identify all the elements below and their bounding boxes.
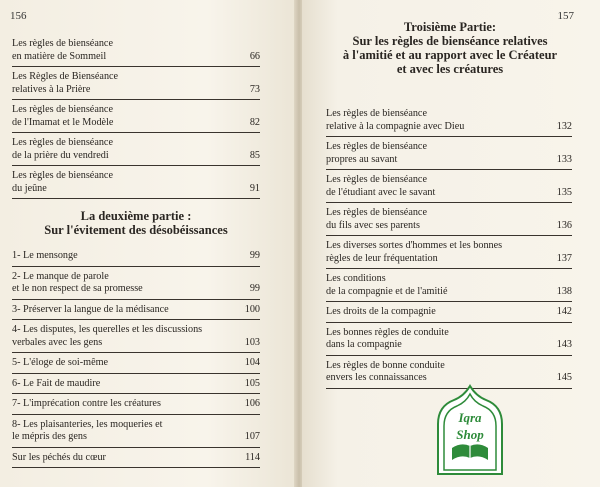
toc-entry-page-number: 91 — [249, 182, 260, 194]
toc-left-top — [12, 38, 260, 203]
toc-entry-subtitle: et le non respect de sa promesse — [12, 283, 143, 294]
toc-entry — [12, 398, 260, 415]
toc-entry-title: Les règles de bienséance — [12, 170, 113, 181]
toc-entry-page-number: 85 — [249, 149, 260, 161]
toc-entry-subtitle: de la compagnie et de l'amitié — [326, 285, 448, 297]
toc-entry-page-number: 103 — [244, 336, 260, 348]
toc-entry-subtitle: en matière de Sommeil — [12, 50, 107, 62]
toc-entry — [12, 250, 260, 267]
toc-entry-page-number: 145 — [556, 372, 572, 383]
heading-line: et avec les créatures — [396, 62, 504, 76]
toc-entry-title: 1- Le mensonge — [12, 250, 78, 261]
right-section-heading — [322, 20, 578, 76]
toc-entry — [326, 108, 572, 137]
toc-entry-subtitle: de l'Imamat et le Modèle — [12, 116, 114, 128]
toc-entry-subtitle: règles de leur fréquentation — [326, 252, 438, 264]
toc-entry-title: Les règles de bonne conduite — [326, 359, 445, 371]
iqra-shop-logo — [430, 384, 510, 476]
toc-entry-page-number: 136 — [556, 219, 572, 231]
toc-entry-title: Les règles de bienséance — [326, 207, 427, 218]
toc-entry-page-number: 107 — [244, 431, 260, 442]
heading-line: La deuxième partie : — [80, 209, 192, 223]
toc-entry-page-number: 143 — [556, 339, 572, 350]
toc-entry-page-number: 73 — [249, 83, 260, 95]
toc-entry-title: 3- Préserver la langue de la médisance — [12, 303, 169, 315]
toc-entry-title: 7- L'imprécation contre les créatures — [12, 398, 161, 409]
toc-entry-page-number: 142 — [556, 306, 572, 317]
toc-entry-subtitle: envers les connaissances — [326, 372, 427, 383]
toc-entry-subtitle: propres au savant — [326, 153, 398, 165]
toc-entry-page-number: 138 — [556, 285, 572, 297]
left-page-number: 156 — [10, 10, 27, 22]
right-page-number: 157 — [557, 10, 574, 22]
toc-entry-page-number: 105 — [244, 377, 260, 389]
toc-entry-title: Les règles de bienséance — [12, 104, 113, 115]
toc-entry-page-number: 100 — [244, 303, 260, 315]
toc-entry-title: Les diverses sortes d'hommes et les bonnes — [326, 240, 503, 251]
toc-entry-subtitle: de la prière du vendredi — [12, 149, 109, 161]
toc-entry-title: Les règles de bienséance — [326, 141, 427, 152]
toc-entry-page-number: 132 — [556, 120, 572, 132]
toc-entry — [326, 174, 572, 203]
toc-entry — [12, 357, 260, 374]
toc-entry — [326, 327, 572, 356]
toc-entry-title: 5- L'éloge de soi-même — [12, 357, 109, 368]
toc-entry-subtitle: de l'étudiant avec le savant — [326, 186, 436, 198]
toc-entry-page-number: 106 — [244, 398, 260, 409]
toc-entry-title: Les Règles de Bienséance — [12, 71, 119, 82]
logo-text-bottom: Shop — [456, 427, 484, 442]
toc-entry — [12, 378, 260, 395]
toc-entry-page-number: 82 — [249, 116, 260, 128]
toc-entry-subtitle: verbales avec les gens — [12, 336, 103, 348]
left-section-heading — [10, 209, 262, 237]
toc-entry-subtitle: relatives à la Prière — [12, 83, 91, 95]
toc-entry — [12, 271, 260, 300]
toc-left-bottom — [12, 250, 260, 472]
toc-entry-title: Les règles de bienséance — [12, 137, 113, 148]
toc-entry-page-number: 66 — [249, 50, 260, 62]
left-page — [0, 0, 296, 487]
toc-entry-subtitle: du jeûne — [12, 182, 47, 194]
toc-entry — [12, 304, 260, 321]
toc-entry-title: Les règles de bienséance — [12, 38, 113, 49]
toc-entry — [12, 137, 260, 166]
toc-entry-page-number: 135 — [556, 186, 572, 198]
toc-entry-title: 8- Les plaisanteries, les moqueries et — [12, 418, 163, 430]
toc-entry-page-number: 99 — [249, 250, 260, 261]
toc-entry-title: 6- Le Fait de maudire — [12, 377, 101, 389]
toc-entry-page-number: 114 — [245, 451, 260, 463]
toc-entry — [326, 306, 572, 323]
toc-entry-title: Les règles de bienséance — [326, 174, 427, 185]
toc-entry-title: 4- Les disputes, les querelles et les discussions — [12, 324, 203, 335]
toc-entry — [12, 170, 260, 199]
logo-text-top: Iqra — [458, 410, 482, 425]
toc-entry — [12, 71, 260, 100]
toc-entry-title: Les conditions — [326, 273, 386, 284]
toc-right — [326, 108, 572, 393]
toc-entry-subtitle: du fils avec ses parents — [326, 219, 420, 231]
toc-entry — [12, 452, 260, 469]
toc-entry — [326, 240, 572, 269]
toc-entry — [326, 141, 572, 170]
toc-entry-title: Les droits de la compagnie — [326, 306, 436, 317]
toc-entry — [326, 207, 572, 236]
toc-entry-title: Sur les péchés du cœur — [12, 451, 106, 463]
toc-entry — [12, 38, 260, 67]
toc-entry — [12, 324, 260, 353]
toc-entry-title: Les règles de bienséance — [326, 108, 427, 119]
toc-entry-title: 2- Le manque de parole — [12, 270, 109, 282]
heading-line: à l'amitié et au rapport avec le Créateur — [342, 48, 558, 62]
toc-entry-page-number: 137 — [556, 252, 572, 264]
toc-entry-page-number: 99 — [249, 283, 260, 294]
toc-entry-subtitle: relative à la compagnie avec Dieu — [326, 120, 465, 132]
toc-entry — [12, 419, 260, 448]
heading-line: Sur les règles de bienséance relatives — [352, 34, 548, 48]
toc-entry-subtitle: le mépris des gens — [12, 431, 87, 442]
heading-line: Troisième Partie: — [403, 20, 497, 34]
toc-entry-page-number: 133 — [556, 153, 572, 165]
toc-entry — [326, 273, 572, 302]
toc-entry-page-number: 104 — [244, 357, 260, 368]
heading-line: Sur l'évitement des désobéissances — [44, 223, 228, 237]
toc-entry-title: Les bonnes règles de conduite — [326, 326, 449, 338]
toc-entry-subtitle: dans la compagnie — [326, 339, 402, 350]
toc-entry — [12, 104, 260, 133]
